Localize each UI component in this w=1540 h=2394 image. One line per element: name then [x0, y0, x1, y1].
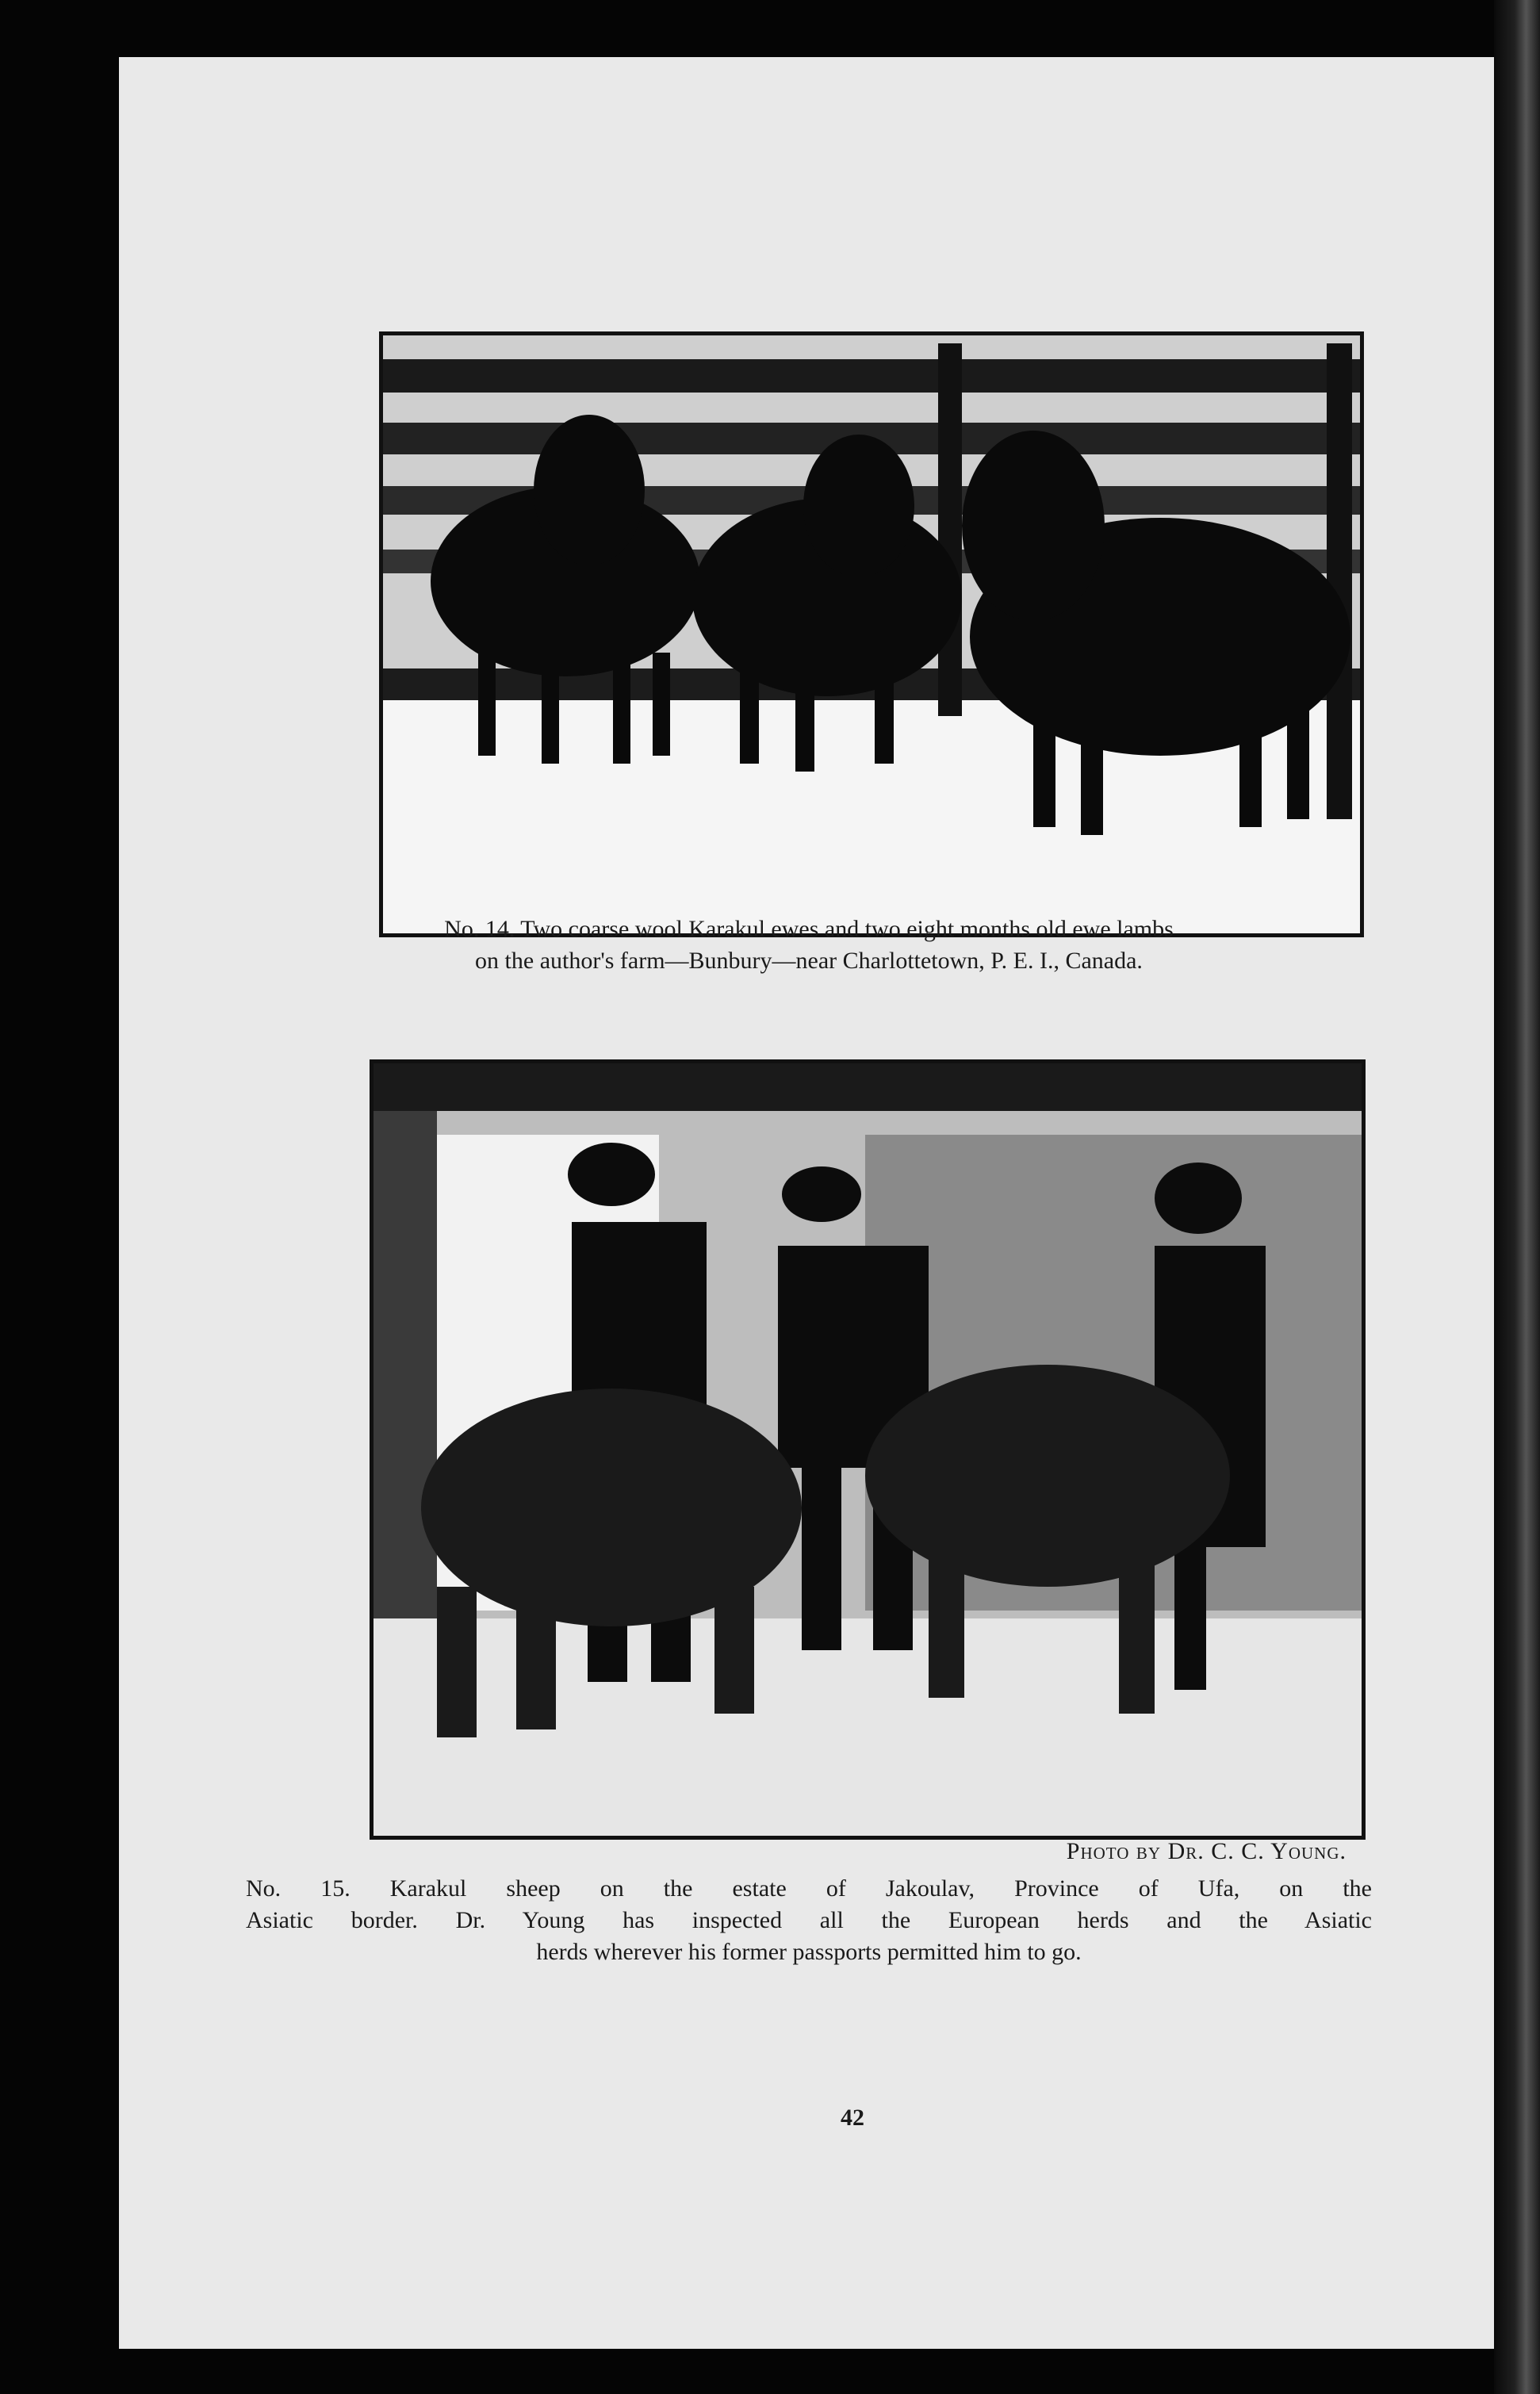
men-sheep-image: [374, 1063, 1362, 1836]
book-spine-edge: [1494, 0, 1540, 2394]
figure-14-caption-line-2: on the author's farm—Bunbury—near Charlottetown, P. E. I., Canada.: [475, 948, 1143, 974]
page-number: 42: [841, 2105, 864, 2131]
photo-men-with-karakul-sheep: [370, 1059, 1366, 1840]
sheep-fence-image: [383, 335, 1360, 933]
figure-15-caption-line-2: Asiatic border. Dr. Young has inspected all the European herds and the Asiatic: [246, 1907, 1372, 1933]
photo-sheep-by-fence: [379, 331, 1364, 937]
figure-14-caption-line-1: No. 14. Two coarse wool Karakul ewes and two eight months old ewe lambs: [444, 916, 1174, 942]
figure-15-caption-line-1: No. 15. Karakul sheep on the estate of Jakoulav, Province of Ufa, on the: [246, 1875, 1372, 1902]
photo-credit: Photo by Dr. C. C. Young.: [1066, 1838, 1347, 1864]
book-page: [119, 57, 1499, 2349]
figure-15-caption-line-3: herds wherever his former passports permitted him to go.: [536, 1939, 1082, 1965]
